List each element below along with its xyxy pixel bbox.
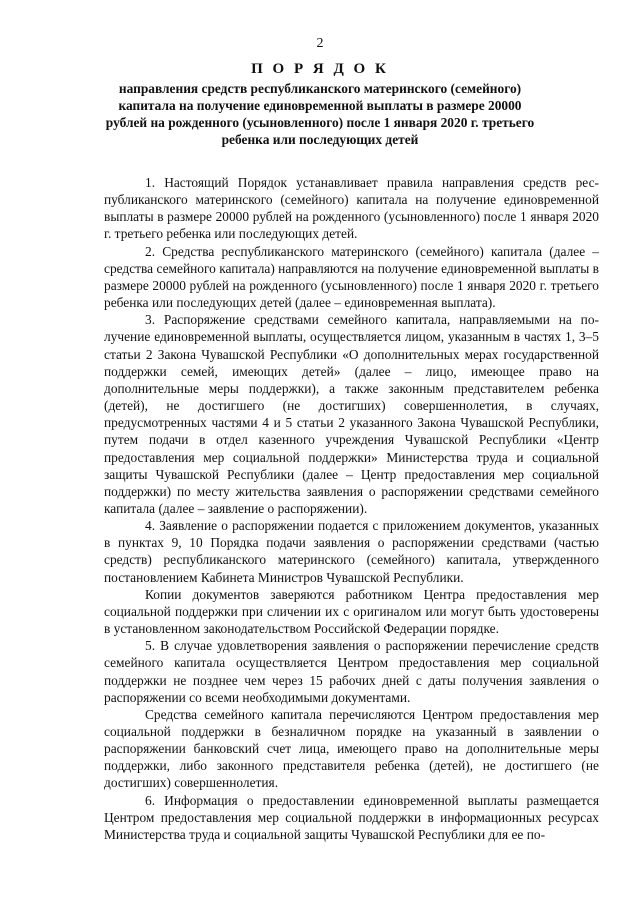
document-subtitle: направления средств республиканского материнского (семейного) капитала на получение единовременной выплаты в размере 20000 рублей на рожденного (усыновленного) после 1 января 2020 г. третьего ребенка или последующих детей (105, 81, 535, 147)
paragraph-2: 2. Средства республиканского материнского (семейного) капитала (далее – средства семейного капитала) направляются на получение единовременной выплаты в размере 20000 рублей на рожденного (усыновленного) после 1 января 2020 г. третьего ребенка или последующих детей (далее – единовременная выплата). (104, 243, 599, 311)
paragraph-4: 4. Заявление о распоряжении подается с приложением документов, указанных в пунктах 9, 10 Порядка подачи заявления о распоряжении средствами (частью средств) республиканского материнского (семейного) капитала, утвержденного постановлением Кабинета Министров Чувашской Республики. (104, 518, 599, 585)
title-block (100, 58, 540, 148)
paragraph-5: 5. В случае удовлетворения заявления о распоряжении перечисление средств семейного капитала осуществляется Центром предоставления мер социальной поддержки не позднее чем через 15 рабочих дней с даты получения заявления о распоряжении со всеми необходимыми документами. (104, 638, 599, 705)
document-title: П О Р Я Д О К (251, 61, 389, 77)
paragraph-1: 1. Настоящий Порядок устанавливает правила направления средств республиканского материнского (семейного) капитала на получение единовременной выплаты в размере 20000 рублей на рожденного (усыновленного) после 1 января 2020 г. третьего ребенка или последующих детей. (104, 175, 599, 242)
paragraph-3: 3. Распоряжение средствами семейного капитала, направляемыми на получение единовременной выплаты, осуществляется лицом, указанным в частях 1, 3–5 статьи 2 Закона Чувашской Республики «О дополнительных мерах государственной поддержки семей, имеющих детей» (далее – лицо, имеющее право на дополнительные меры поддержки), а также законным представителем ребенка (детей), не достигшего (не достигших) совершеннолетия, в случаях, предусмотренных частями 4 и 5 статьи 2 указанного Закона Чувашской Республики, путем подачи в отдел казенного учреждения Чувашской Республики «Центр предоставления мер социальной поддержки» Министерства труда и социальной защиты Чувашской Республики (далее – Центр предоставления мер социальной поддержки) по месту жительства заявления о распоряжении средствами семейного капитала (далее – заявление о распоряжении). (104, 312, 599, 516)
document-body (104, 174, 599, 843)
paragraph-6: 6. Информация о предоставлении единовременной выплаты размещается Центром предоставления мер социальной поддержки в информационных ресурсах Министерства труда и социальной защиты Чувашской Республики для ее по- (104, 792, 599, 842)
paragraph-4-copies: Копии документов заверяются работником Центра предоставления мер социальной поддержки при сличении их с оригиналом или могут быть удостоверены в установленном законодательством Российской Федерации порядке. (104, 586, 599, 637)
page-number: 2 (316, 36, 324, 51)
paragraph-5-transfer: Средства семейного капитала перечисляются Центром предоставления мер социальной поддержки в безналичном порядке на указанный в заявлении о распоряжении банковский счет лица, имеющего право на дополнительные меры поддержки, либо законного представителя ребенка (детей), не достигшего (не достигших) совершеннолетия. (104, 706, 599, 791)
